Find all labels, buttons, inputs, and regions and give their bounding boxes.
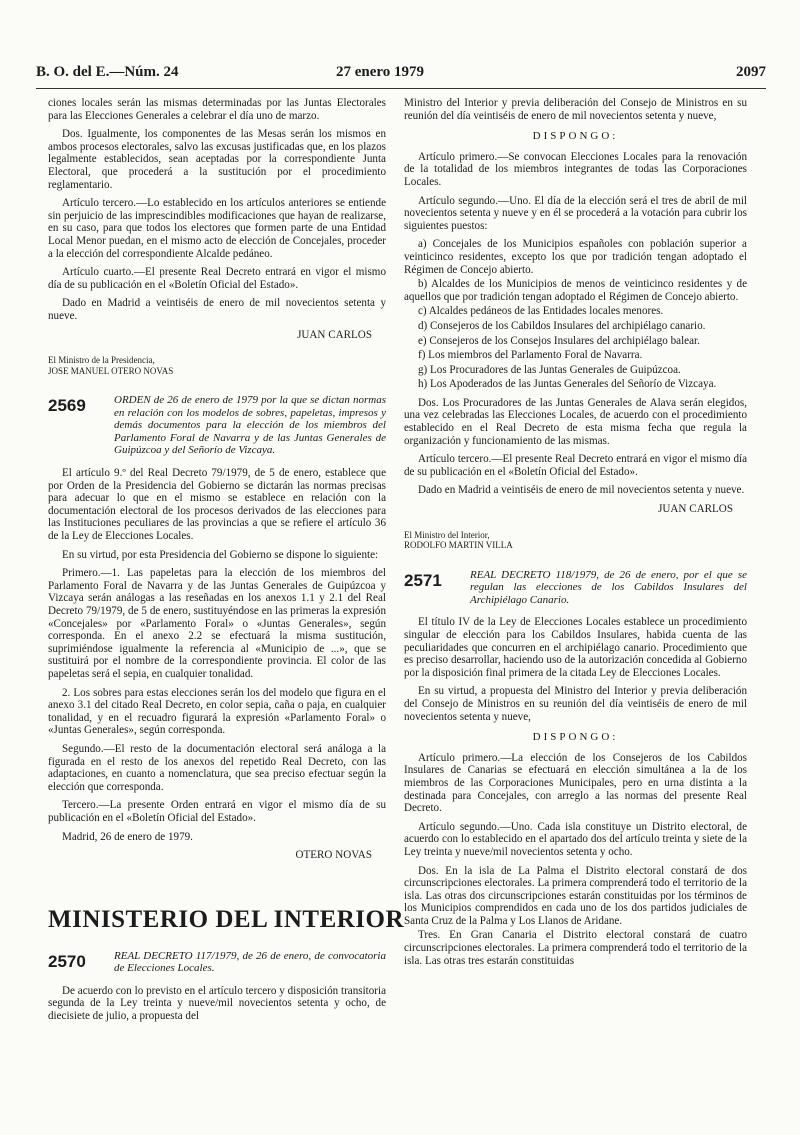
paragraph: En su virtud, a propuesta del Ministro del Interior y previa deliberación del Consejo de Ministros en su reunión del día veintiséis de enero de mil novecientos setenta y nueve, [404,685,747,723]
paragraph: Artículo primero.—La elección de los Consejeros de los Cabildos Insulares de Canarias se efectuará en elección simultánea a la de los miembros de las Corporaciones Municipales, pero en urna distinta a la destinada para Concejales, con arreglo a las normas del presente Real Decreto. [404,751,747,815]
page-number: 2097 [736,64,766,80]
entry-title: REAL DECRETO 117/1979, de 26 de enero, de convocatoria de Elecciones Locales. [114,949,386,975]
list-item: b) Alcaldes de los Municipios de menos de veinticinco residentes y de aquellos que por tradición tengan adoptado el Régimen de Concejo abierto. [404,278,747,303]
paragraph: El artículo 9.º del Real Decreto 79/1979, de 5 de enero, establece que por Orden de la Presidencia del Gobierno se dictarán las normas precisas para adecuar lo que en el mismo se establece en relación con la documentación electoral de los procesos derivados de las elecciones para las Instituciones peculiares de las provincias a que se refiere el artículo 36 de la Ley de Elecciones Locales. [48,467,386,543]
minister-block [48,355,386,376]
paragraph: ciones locales serán las mismas determinadas por las Juntas Electorales para las Elecciones Generales a celebrar el día uno de marzo. [48,97,386,122]
paragraph: Dos. En la isla de La Palma el Distrito electoral constará de dos circunscripciones electorales. La primera comprenderá todo el territorio de la isla. Las otras dos circunscripciones estarán constituidas por los términos de los Municipios comprendidos en cada uno de los dos partidos judiciales de Santa Cruz de la Palma y Los Llanos de Aridane. [404,864,747,927]
entry-2569 [48,394,386,457]
paragraph: De acuerdo con lo previsto en el artículo tercero y disposición transitoria segunda de la Ley treinta y nueve/mil novecientos setenta y ocho, de diecisiete de julio, a propuesta del [48,984,386,1023]
paragraph: Dado en Madrid a veintiséis de enero de mil novecientos setenta y nueve. [48,297,386,322]
minister-name: RODOLFO MARTIN VILLA [404,540,513,551]
paragraph: Dos. Los Procuradores de las Juntas Generales de Alava serán elegidos, una vez celebradas las Elecciones Locales, de acuerdo con el procedimiento establecido en el Real Decreto de esta misma fecha que regula la organización y funcionamiento de las mismas. [404,396,747,447]
list-item: a) Concejales de los Municipios españoles con población superior a veinticinco residentes, excepto los que por tradición tengan adoptado el Régimen de Concejo abierto. [404,238,747,276]
gazette-issue: B. O. del E.—Núm. 24 [36,64,179,80]
signature: JUAN CARLOS [658,503,733,516]
issue-date: 27 enero 1979 [336,64,425,80]
minister-name: JOSE MANUEL OTERO NOVAS [48,365,174,376]
paragraph: Artículo segundo.—Uno. Cada isla constituye un Distrito electoral, de acuerdo con lo establecido en el apartado dos del artículo treinta y siete de la Ley treinta y nueve/mil novecientos setenta y ocho. [404,820,747,858]
ministry-heading: MINISTERIO DEL INTERIOR [48,905,405,933]
paragraph: Ministro del Interior y previa deliberación del Consejo de Ministros en su reunión del día veintiséis de enero de mil novecientos setenta y nueve, [404,97,747,122]
list-item: h) Los Apoderados de las Juntas Generales del Señorío de Vizcaya. [418,378,717,391]
entry-number: 2569 [48,396,86,416]
entry-number: 2571 [404,570,442,590]
paragraph: Artículo tercero.—Lo establecido en los artículos anteriores se entiende sin perjuicio de las imprescindibles modificaciones que hayan de realizarse, en su caso, para que todos los electores que formen parte de una Entidad Local Menor puedan, en el mismo acto de elección de Concejales, proceder a la elección del correspondiente Alcalde pedáneo. [48,197,386,260]
paragraph: Dado en Madrid a veintiséis de enero de mil novecientos setenta y nueve. [418,484,745,497]
paragraph: En su virtud, por esta Presidencia del Gobierno se dispone lo siguiente: [62,548,379,561]
right-column [404,97,747,973]
page-header [36,64,766,86]
left-column [48,97,405,1029]
paragraph: Madrid, 26 de enero de 1979. [62,830,193,843]
minister-title: El Ministro de la Presidencia, [48,355,155,366]
entry-title: REAL DECRETO 118/1979, de 26 de enero, por el que se regulan las elecciones de los Cabildos Insulares del Archipiélago Canario. [470,568,747,606]
paragraph: El título IV de la Ley de Elecciones Locales establece un procedimiento singular de elección para los Cabildos Insulares, habida cuenta de las peculiaridades que concurren en el archipiélago canario. Procedimiento que es preciso desarrollar, haciendo uso de la autorización concedida al Gobierno por la disposición final primera de la citada Ley de Elecciones Locales. [404,616,747,679]
paragraph: Tercero.—La presente Orden entrará en vigor el mismo día de su publicación en el «Boletín Oficial del Estado». [48,799,386,824]
minister-title: El Ministro del Interior, [404,529,490,540]
signature: OTERO NOVAS [295,849,372,862]
entry-title: ORDEN de 26 de enero de 1979 por la que se dictan normas en relación con los modelos de sobres, papeletas, impresos y demás documentos para la elección de los miembros del Parlamento Foral de Navarra y de las Juntas Generales de Guipúzcoa y del Señorío de Vizcaya. [114,394,386,457]
dispongo-heading: DISPONGO: [532,130,619,143]
list-item: e) Consejeros de los Consejos Insulares del archipiélago balear. [418,334,700,347]
paragraph: Artículo segundo.—Uno. El día de la elección será el tres de abril de mil novecientos setenta y nueve y en él se procederá a la votación para cubrir los siguientes puestos: [404,194,747,232]
list-item: d) Consejeros de los Cabildos Insulares del archipiélago canario. [418,319,706,332]
paragraph: Artículo cuarto.—El presente Real Decreto entrará en vigor el mismo día de su publicación en el «Boletín Oficial del Estado». [48,266,386,291]
paragraph: 2. Los sobres para estas elecciones serán los del modelo que figura en el anexo 3.1 del citado Real Decreto, en color sepia, caña o paja, en cualquier tonalidad, y en el recuadro figurará la expresión «Parlamento Foral» o «Juntas Generales», según corresponda. [48,686,386,737]
header-rule [36,88,766,89]
paragraph: Artículo primero.—Se convocan Elecciones Locales para la renovación de la totalidad de los miembros integrantes de todas las Corporaciones Locales. [404,150,747,188]
dispongo-heading: DISPONGO: [532,731,619,744]
list-item: g) Los Procuradores de las Juntas Generales de Guipúzcoa. [418,363,681,376]
entry-number: 2570 [48,951,86,971]
paragraph: Dos. Igualmente, los componentes de las Mesas serán los mismos en ambos procesos electorales, salvo las excusas justificadas que, en los plazos legalmente establecidos, sean aceptadas por la correspondiente Junta Electoral, que procederá a la sustitución por el procedimiento reglamentario. [48,128,386,191]
paragraph: Artículo tercero.—El presente Real Decreto entrará en vigor el mismo día de su publicación en el «Boletín Oficial del Estado». [404,453,747,478]
entry-2570 [48,950,386,975]
paragraph: Segundo.—El resto de la documentación electoral será análoga a la figurada en el resto de los anexos del repetido Real Decreto, con las adaptaciones, en cuanto a nomenclatura, que sea preciso efectuar según la elección que corresponda. [48,742,386,793]
paragraph: Primero.—1. Las papeletas para la elección de los miembros del Parlamento Foral de Navarra y de las Juntas Generales de Guipúzcoa y Vizcaya serán análogas a las reseñadas en los anexos 1.1 y 2.1 del Real Decreto 79/1979, de 5 de enero, sustituyéndose en las primeras la expresión «Concejales» por «Parlamento Foral» o «Juntas Generales», según corresponda. En el anexo 2.2 se efectuará la misma sustitución, suprimiéndose igualmente la referencia al «Municipio de ...», que se sustituirá por el nombre de la correspondiente provincia. El color de las papeletas será el sepia, en cualquier tonalidad. [48,567,386,680]
list-item: c) Alcaldes pedáneos de las Entidades locales menores. [418,305,664,318]
minister-block [404,530,747,551]
paragraph: Tres. En Gran Canaria el Distrito electoral constará de cuatro circunscripciones electorales. La primera comprenderá todo el territorio de la isla. Las otras tres estarán constituidas [404,929,747,967]
list-item: f) Los miembros del Parlamento Foral de Navarra. [418,349,643,362]
entry-2571 [404,569,747,607]
signature: JUAN CARLOS [297,328,372,341]
